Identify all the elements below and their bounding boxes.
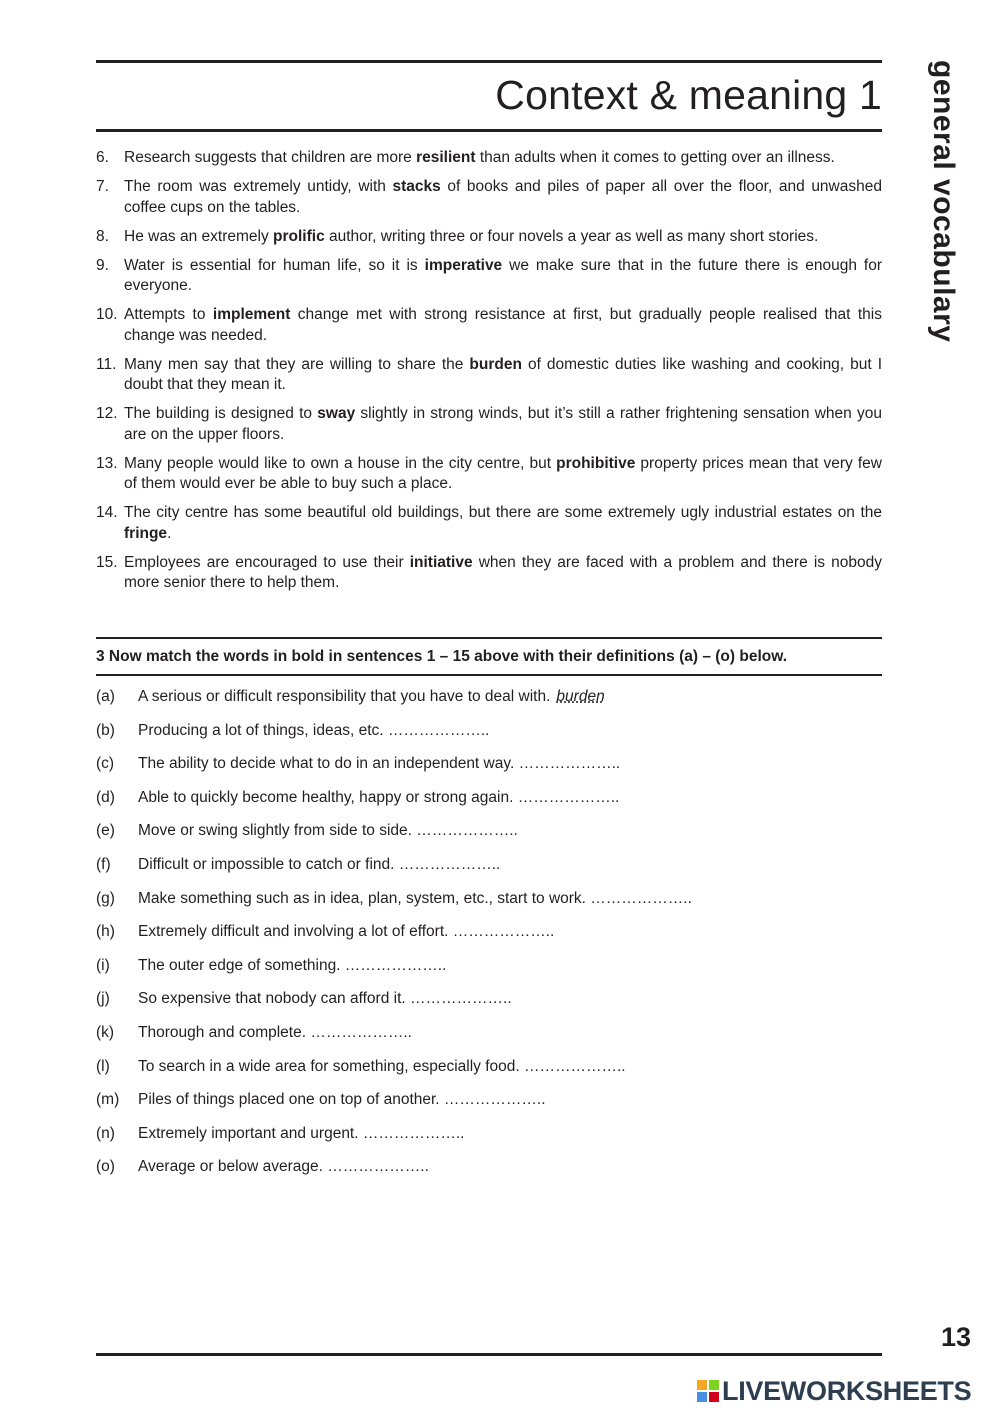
definition-item [96,955,882,989]
definition-text [138,753,620,775]
definition-letter: (j) [96,990,110,1008]
definition-sentence: So expensive that nobody can afford it. ……………….. [138,990,512,1008]
definition-sentence: To search in a wide area for something, especially food. ……………….. [138,1057,626,1075]
sentence-text-before: Water is essential for human life, so it is [124,256,425,274]
logo-tile [709,1380,719,1390]
definition-text [138,888,692,910]
sentence-item [96,177,882,218]
sentence-number: 15. [96,553,118,571]
sentence-text-before: Many men say that they are willing to share the [124,355,470,373]
sentence-number: 7. [96,178,109,195]
sentence-number: 12. [96,405,118,422]
sentence-text-after: slightly in strong winds, but it’s still a rather frightening sensation when you are on the upper floors. [124,405,882,443]
sentence-number: 13. [96,454,118,472]
definition-text [138,1156,429,1178]
page-number: 13 [940,1322,971,1352]
target-word: imperative [424,256,503,274]
definition-item [96,1123,882,1157]
definition-sentence: Difficult or impossible to catch or find. ……………….. [138,855,501,873]
definition-sentence: The outer edge of something. ……………….. [138,956,447,974]
definition-text [138,720,489,742]
logo-tile [697,1392,707,1402]
header-bottom-rule [96,129,882,132]
definition-letter: (a) [96,688,115,705]
definition-letter: (d) [96,788,115,806]
definition-letter: (e) [96,822,115,840]
sentence-number: 14. [96,504,118,521]
definition-letter: (b) [96,721,115,739]
definition-item [96,921,882,955]
sentence-item [96,227,882,248]
sentence-text-before: Many people would like to own a house in the city centre, but [124,454,557,472]
target-word: sway [317,405,356,422]
sentence-item [96,355,882,396]
sentence-item [96,256,882,297]
definition-item [96,888,882,922]
answer-field[interactable]: burden [556,688,605,705]
definition-sentence: Producing a lot of things, ideas, etc. ……………….. [138,721,490,739]
target-word: initiative [409,553,473,571]
sentence-text-after: we make sure that in the future there is enough for everyone. [124,256,882,294]
sentence-text-after: change met with strong resistance at first, but gradually people realised that this change was needed. [124,306,882,344]
definition-letter: (h) [96,923,115,941]
target-word: prolific [273,227,325,245]
sentence-item [96,454,882,495]
exercise-instruction: 3 Now match the words in bold in sentences 1 – 15 above with their definitions (a) – (o) below. [96,648,788,665]
sentence-item [96,305,882,346]
definition-item [96,1056,882,1090]
definition-text [138,787,619,809]
definition-text [138,988,512,1010]
sentence-list [96,148,882,602]
definition-text [138,1089,546,1111]
definition-letter: (i) [96,956,110,974]
definition-item [96,988,882,1022]
definition-item [96,1156,882,1190]
sentence-text-before: Research suggests that children are more [124,149,417,166]
definition-item [96,1022,882,1056]
target-word: prohibitive [556,454,636,472]
instruction-bottom-rule [96,674,882,676]
definition-letter: (o) [96,1158,115,1176]
definition-text [138,955,446,977]
side-section-label: general vocabulary [927,60,960,343]
definition-sentence: Move or swing slightly from side to side. ……………….. [138,822,518,840]
sentence-text-before: The city centre has some beautiful old buildings, but there are some extremely ugly industrial estates on the [124,504,882,521]
definition-item [96,1089,882,1123]
sentence-number: 6. [96,149,109,166]
sentence-text-after: author, writing three or four novels a year as well as many short stories. [324,227,819,245]
definition-text [138,686,605,708]
sentence-text-after: property prices mean that very few of them would ever be able to buy such a place. [124,454,882,492]
definition-item [96,753,882,787]
sentence-text-before: The building is designed to [124,405,318,422]
definition-text [138,1123,464,1145]
definition-item [96,854,882,888]
footer-rule [96,1353,882,1356]
definition-item [96,787,882,821]
definition-sentence: Extremely important and urgent. ……………….. [138,1124,465,1142]
definition-letter: (l) [96,1057,110,1075]
definition-letter: (k) [96,1023,115,1041]
sentence-number: 10. [96,306,118,323]
sentence-number: 9. [96,256,109,274]
definition-sentence: The ability to decide what to do in an independent way. ……………….. [138,755,621,773]
target-word: resilient [416,149,476,166]
definition-text [138,1022,412,1044]
definition-sentence: A serious or difficult responsibility that you have to deal with. [138,688,551,705]
definition-text [138,854,500,876]
sentence-text-after: when they are faced with a problem and there is nobody more senior there to help them. [124,553,882,591]
definition-sentence: Able to quickly become healthy, happy or strong again. ……………….. [138,788,620,806]
sentence-text-after: of books and piles of paper all over the floor, and unwashed coffee cups on the tables. [124,178,882,216]
sentence-item [96,503,882,544]
definition-list [96,686,882,1190]
target-word: burden [469,355,522,373]
definition-sentence: Average or below average. ……………….. [138,1158,429,1176]
definition-sentence: Thorough and complete. ……………….. [138,1023,412,1041]
logo-tile [709,1392,719,1402]
sentence-item [96,553,882,594]
sentence-item [96,404,882,445]
logo-tile [697,1380,707,1390]
sentence-text-after: . [167,524,172,542]
sentence-number: 11. [96,355,117,373]
logo-text: LIVEWORKSHEETS [722,1375,972,1406]
instruction-top-rule [96,637,882,639]
header-top-rule [96,60,882,63]
definition-item [96,820,882,854]
page-title: Context & meaning 1 [495,72,882,118]
definition-text [138,820,518,842]
definition-letter: (g) [96,889,115,907]
sentence-text-after: of domestic duties like washing and cooking, but I doubt that they mean it. [124,355,883,393]
sentence-text-before: The room was extremely untidy, with [124,178,393,195]
sentence-text-before: Attempts to [124,306,213,323]
liveworksheets-logo[interactable] [697,1376,971,1406]
sentence-text-before: Employees are encouraged to use their [124,553,410,571]
logo-tiles-icon [697,1380,719,1402]
definition-sentence: Extremely difficult and involving a lot of effort. ……………….. [138,923,555,941]
sentence-text-after: than adults when it comes to getting over an illness. [475,149,835,166]
sentence-number: 8. [96,227,109,245]
target-word: fringe [124,524,168,542]
definition-text [138,921,554,943]
sentence-item [96,148,882,169]
definition-letter: (m) [96,1091,120,1109]
sentence-text-before: He was an extremely [124,227,274,245]
definition-text [138,1056,626,1078]
definition-item [96,686,882,720]
definition-sentence: Make something such as in idea, plan, system, etc., start to work. ……………….. [138,889,692,907]
target-word: implement [212,306,291,323]
definition-letter: (c) [96,755,115,773]
definition-letter: (n) [96,1124,115,1142]
definition-item [96,720,882,754]
definition-sentence: Piles of things placed one on top of another. ……………….. [138,1091,546,1109]
target-word: stacks [392,178,441,195]
definition-letter: (f) [96,855,111,873]
